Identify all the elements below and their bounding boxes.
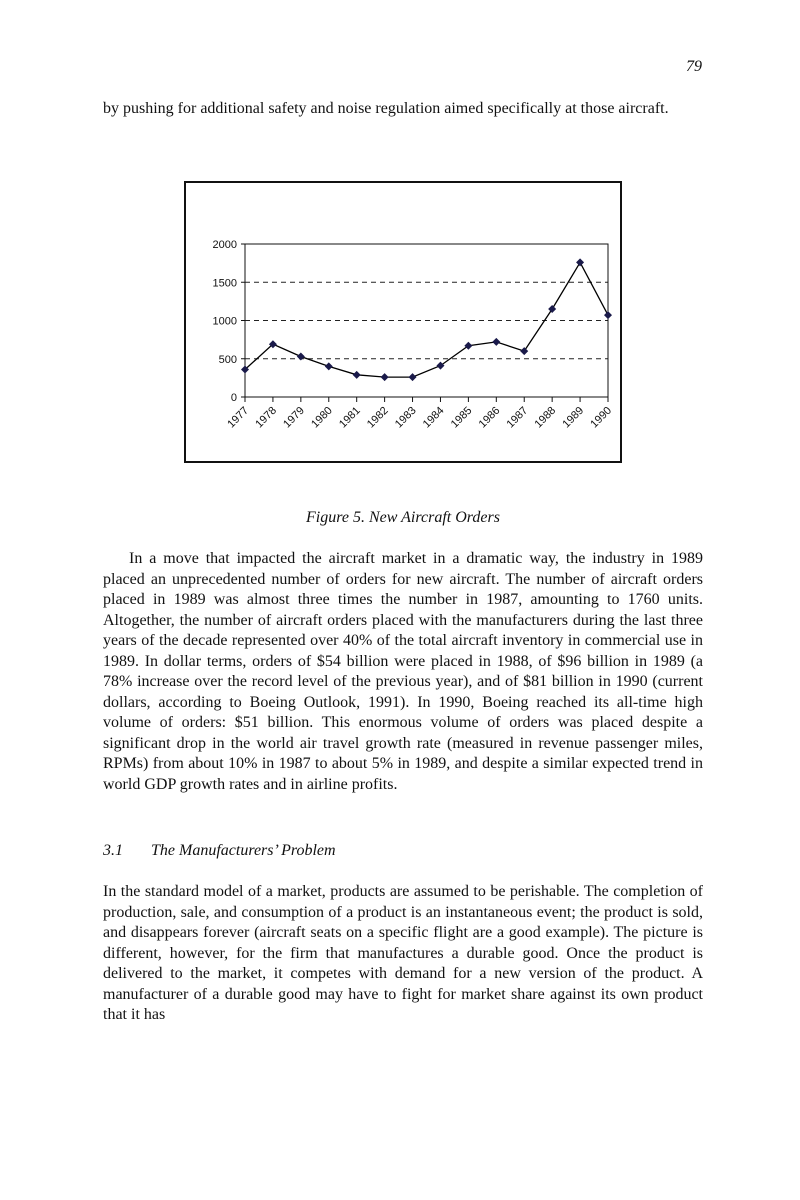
data-point — [604, 311, 612, 319]
x-tick-label: 1985 — [448, 404, 475, 431]
y-tick-label: 1000 — [212, 315, 237, 328]
y-tick-label: 500 — [218, 353, 237, 366]
x-tick-label: 1979 — [281, 404, 307, 431]
x-tick-label: 1981 — [337, 404, 363, 431]
x-tick-label: 1982 — [364, 404, 391, 431]
data-point — [409, 373, 417, 381]
data-point — [520, 347, 528, 355]
y-tick-label: 2000 — [212, 239, 237, 251]
x-tick-label: 1989 — [560, 404, 587, 431]
x-tick-label: 1984 — [420, 404, 447, 431]
x-tick-label: 1977 — [225, 404, 252, 431]
data-point — [576, 258, 584, 266]
data-point — [353, 371, 361, 379]
intro-paragraph: by pushing for additional safety and noise regulation aimed specifically at those aircraft. — [103, 100, 669, 117]
x-tick-label: 1978 — [253, 404, 280, 431]
section-number: 3.1 — [103, 842, 123, 859]
body-paragraph-2: In the standard model of a market, products are assumed to be perishable. The completion of production, sale, and consumption of a product is an instantaneous event; the product is sold, and disappears forever (aircraft seats on a specific flight are a good example). The picture is different, however, for the firm that manufactures a durable good. Once the product is delivered to the market, it competes with demand for a new version of the product. A manufacturer of a durable good may have to fight for market share against its own product that it has — [103, 883, 703, 1023]
x-tick-label: 1983 — [392, 404, 419, 431]
data-point — [381, 373, 389, 381]
x-tick-label: 1987 — [504, 404, 531, 431]
data-point — [464, 342, 472, 350]
line-chart — [186, 183, 620, 461]
data-point — [548, 305, 556, 313]
body-paragraph-1: In a move that impacted the aircraft market in a dramatic way, the industry in 1989 placed an unprecedented number of orders for new aircraft. The number of aircraft orders placed in 1989 was almost three times the number in 1987, amounting to 1760 units. Altogether, the number of aircraft orders placed with the manufacturers during the last three years of the decade represented over 40% of the total aircraft inventory in commercial use in 1989. In dollar terms, orders of $54 billion were placed in 1988, of $96 billion in 1989 (a 78% increase over the record level of the previous year), and of $81 billion in 1990 (current dollars, according to Boeing Outlook, 1991). In 1990, Boeing reached its all-time high volume of orders: $51 billion. This enormous volume of orders was placed despite a significant drop in the world air travel growth rate (measured in revenue passenger miles, RPMs) from about 10% in 1987 to about 5% in 1989, and despite a similar expected trend in world GDP growth rates and in airline profits. — [103, 550, 703, 793]
chart-figure — [184, 181, 622, 463]
data-point — [325, 362, 333, 370]
page-number: 79 — [686, 58, 702, 75]
x-tick-label: 1980 — [309, 404, 335, 431]
y-tick-label: 1500 — [212, 277, 237, 290]
x-tick-label: 1988 — [532, 404, 559, 431]
data-point — [297, 352, 305, 360]
section-title: The Manufacturers’ Problem — [151, 842, 336, 859]
x-tick-label: 1990 — [588, 404, 615, 431]
series-line — [245, 262, 608, 377]
x-tick-label: 1986 — [476, 404, 503, 431]
section-heading — [103, 842, 336, 860]
data-point — [492, 338, 500, 346]
figure-caption: Figure 5. New Aircraft Orders — [306, 509, 500, 526]
y-tick-label: 0 — [230, 392, 237, 404]
